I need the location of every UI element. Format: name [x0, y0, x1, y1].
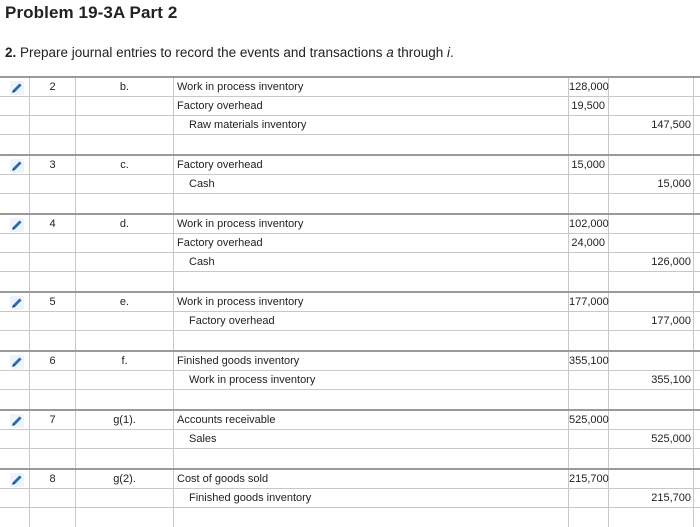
transaction-letter [76, 489, 174, 507]
entry-number [30, 390, 76, 409]
credit-amount[interactable]: 177,000 [609, 312, 694, 330]
account-title[interactable] [174, 449, 569, 468]
account-title[interactable] [174, 272, 569, 291]
debit-amount[interactable]: 215,700 [569, 470, 609, 488]
journal-line [0, 371, 700, 390]
credit-amount[interactable] [609, 97, 694, 115]
journal-entry [0, 409, 700, 468]
entry-number: 8 [30, 470, 76, 488]
edit-cell [0, 175, 30, 193]
journal-line [0, 312, 700, 331]
debit-amount[interactable] [569, 489, 609, 507]
journal-entry [0, 76, 700, 154]
credit-amount[interactable] [609, 156, 694, 174]
credit-amount[interactable] [609, 215, 694, 233]
entry-number: 3 [30, 156, 76, 174]
journal-table [0, 76, 700, 527]
edit-cell [0, 253, 30, 271]
debit-amount[interactable] [569, 430, 609, 448]
debit-amount[interactable] [569, 194, 609, 213]
edit-cell [0, 411, 30, 429]
edit-cell [0, 449, 30, 468]
edit-cell [0, 371, 30, 389]
journal-entry [0, 291, 700, 350]
pencil-edit-icon[interactable] [10, 355, 24, 369]
journal-line [0, 470, 700, 489]
transaction-letter [76, 430, 174, 448]
entry-number: 4 [30, 215, 76, 233]
journal-line [0, 293, 700, 312]
account-title[interactable] [174, 194, 569, 213]
instruction-range-start: a [386, 45, 394, 60]
edit-cell [0, 430, 30, 448]
transaction-letter [76, 253, 174, 271]
journal-line [0, 489, 700, 508]
pencil-edit-icon[interactable] [10, 296, 24, 310]
credit-amount[interactable] [609, 470, 694, 488]
instruction-text-before: Prepare journal entries to record the events and transactions [16, 45, 387, 60]
edit-cell [0, 470, 30, 488]
credit-amount[interactable] [609, 78, 694, 96]
edit-cell [0, 135, 30, 154]
journal-line [0, 78, 700, 97]
journal-entry [0, 154, 700, 213]
edit-cell [0, 508, 30, 527]
debit-amount[interactable]: 355,100 [569, 352, 609, 370]
entry-number: 7 [30, 411, 76, 429]
edit-cell [0, 352, 30, 370]
credit-amount[interactable]: 126,000 [609, 253, 694, 271]
edit-cell [0, 78, 30, 96]
entry-number [30, 371, 76, 389]
account-title[interactable]: Cash [174, 253, 569, 271]
pencil-edit-icon[interactable] [10, 218, 24, 232]
credit-amount[interactable] [609, 352, 694, 370]
edit-cell [0, 97, 30, 115]
debit-amount[interactable]: 19,500 [569, 97, 609, 115]
entry-number: 6 [30, 352, 76, 370]
credit-amount[interactable] [609, 411, 694, 429]
entry-number [30, 331, 76, 350]
credit-amount[interactable] [609, 508, 694, 527]
entry-number [30, 194, 76, 213]
debit-amount[interactable]: 24,000 [569, 234, 609, 252]
credit-amount[interactable] [609, 135, 694, 154]
account-title[interactable] [174, 331, 569, 350]
credit-amount[interactable] [609, 331, 694, 350]
entry-number [30, 234, 76, 252]
transaction-letter [76, 194, 174, 213]
debit-amount[interactable]: 102,000 [569, 215, 609, 233]
edit-cell [0, 234, 30, 252]
transaction-letter: d. [76, 215, 174, 233]
journal-line [0, 430, 700, 449]
entry-number [30, 175, 76, 193]
credit-amount[interactable]: 15,000 [609, 175, 694, 193]
journal-line [0, 331, 700, 350]
pencil-edit-icon[interactable] [10, 414, 24, 428]
debit-amount[interactable]: 15,000 [569, 156, 609, 174]
debit-amount[interactable] [569, 449, 609, 468]
entry-number [30, 430, 76, 448]
journal-line [0, 135, 700, 154]
transaction-letter [76, 312, 174, 330]
account-title[interactable]: Raw materials inventory [174, 116, 569, 134]
account-title[interactable]: Cash [174, 175, 569, 193]
edit-cell [0, 390, 30, 409]
debit-amount[interactable] [569, 390, 609, 409]
account-title[interactable]: Sales [174, 430, 569, 448]
account-title[interactable]: Factory overhead [174, 156, 569, 174]
debit-amount[interactable]: 128,000 [569, 78, 609, 96]
pencil-edit-icon[interactable] [10, 159, 24, 173]
entry-number: 2 [30, 78, 76, 96]
entry-number [30, 449, 76, 468]
instruction-text [5, 45, 454, 60]
page-title: Problem 19-3A Part 2 [5, 3, 178, 22]
journal-line [0, 234, 700, 253]
account-title[interactable]: Finished goods inventory [174, 352, 569, 370]
edit-cell [0, 116, 30, 134]
transaction-letter: b. [76, 78, 174, 96]
credit-amount[interactable] [609, 272, 694, 291]
transaction-letter [76, 508, 174, 527]
debit-amount[interactable] [569, 272, 609, 291]
edit-cell [0, 156, 30, 174]
transaction-letter [76, 272, 174, 291]
entry-number [30, 272, 76, 291]
journal-line [0, 194, 700, 213]
debit-amount[interactable] [569, 508, 609, 527]
journal-line [0, 508, 700, 527]
account-title[interactable]: Factory overhead [174, 234, 569, 252]
debit-amount[interactable] [569, 331, 609, 350]
debit-amount[interactable]: 177,000 [569, 293, 609, 311]
entry-number [30, 135, 76, 154]
transaction-letter [76, 390, 174, 409]
credit-amount[interactable]: 355,100 [609, 371, 694, 389]
debit-amount[interactable] [569, 312, 609, 330]
debit-amount[interactable] [569, 116, 609, 134]
edit-cell [0, 194, 30, 213]
journal-line [0, 116, 700, 135]
edit-cell [0, 489, 30, 507]
journal-line [0, 390, 700, 409]
transaction-letter [76, 116, 174, 134]
journal-line [0, 97, 700, 116]
account-title[interactable]: Work in process inventory [174, 78, 569, 96]
debit-amount[interactable] [569, 135, 609, 154]
journal-entry [0, 468, 700, 527]
instruction-text-end: . [450, 45, 454, 60]
transaction-letter: c. [76, 156, 174, 174]
pencil-edit-icon[interactable] [10, 81, 24, 95]
transaction-letter: g(2). [76, 470, 174, 488]
entry-number [30, 97, 76, 115]
account-title[interactable]: Work in process inventory [174, 215, 569, 233]
account-title[interactable]: Factory overhead [174, 312, 569, 330]
entry-number [30, 508, 76, 527]
journal-entry [0, 350, 700, 409]
account-title[interactable] [174, 135, 569, 154]
transaction-letter [76, 331, 174, 350]
transaction-letter [76, 135, 174, 154]
entry-number: 5 [30, 293, 76, 311]
edit-cell [0, 312, 30, 330]
account-title[interactable] [174, 390, 569, 409]
entry-number [30, 312, 76, 330]
credit-amount[interactable]: 215,700 [609, 489, 694, 507]
instruction-range-end: i [447, 45, 451, 60]
journal-line [0, 175, 700, 194]
journal-entry [0, 213, 700, 291]
journal-line [0, 253, 700, 272]
edit-cell [0, 331, 30, 350]
edit-cell [0, 293, 30, 311]
credit-amount[interactable] [609, 194, 694, 213]
credit-amount[interactable] [609, 449, 694, 468]
transaction-letter [76, 449, 174, 468]
entry-number [30, 253, 76, 271]
edit-cell [0, 272, 30, 291]
transaction-letter: e. [76, 293, 174, 311]
debit-amount[interactable] [569, 371, 609, 389]
account-title[interactable]: Cost of goods sold [174, 470, 569, 488]
entry-number [30, 116, 76, 134]
transaction-letter: f. [76, 352, 174, 370]
account-title[interactable] [174, 508, 569, 527]
account-title[interactable]: Work in process inventory [174, 371, 569, 389]
credit-amount[interactable] [609, 234, 694, 252]
journal-line [0, 156, 700, 175]
edit-cell [0, 215, 30, 233]
journal-line [0, 352, 700, 371]
transaction-letter [76, 371, 174, 389]
transaction-letter [76, 234, 174, 252]
transaction-letter [76, 97, 174, 115]
credit-amount[interactable]: 147,500 [609, 116, 694, 134]
instruction-text-mid: through [393, 45, 448, 60]
journal-line [0, 272, 700, 291]
transaction-letter: g(1). [76, 411, 174, 429]
account-title[interactable]: Work in process inventory [174, 293, 569, 311]
instruction-number: 2. [5, 45, 17, 60]
debit-amount[interactable]: 525,000 [569, 411, 609, 429]
account-title[interactable]: Factory overhead [174, 97, 569, 115]
credit-amount[interactable] [609, 293, 694, 311]
credit-amount[interactable]: 525,000 [609, 430, 694, 448]
journal-line [0, 449, 700, 468]
account-title[interactable]: Accounts receivable [174, 411, 569, 429]
credit-amount[interactable] [609, 390, 694, 409]
pencil-edit-icon[interactable] [10, 473, 24, 487]
entry-number [30, 489, 76, 507]
journal-line [0, 411, 700, 430]
journal-line [0, 215, 700, 234]
debit-amount[interactable] [569, 175, 609, 193]
account-title[interactable]: Finished goods inventory [174, 489, 569, 507]
debit-amount[interactable] [569, 253, 609, 271]
transaction-letter [76, 175, 174, 193]
